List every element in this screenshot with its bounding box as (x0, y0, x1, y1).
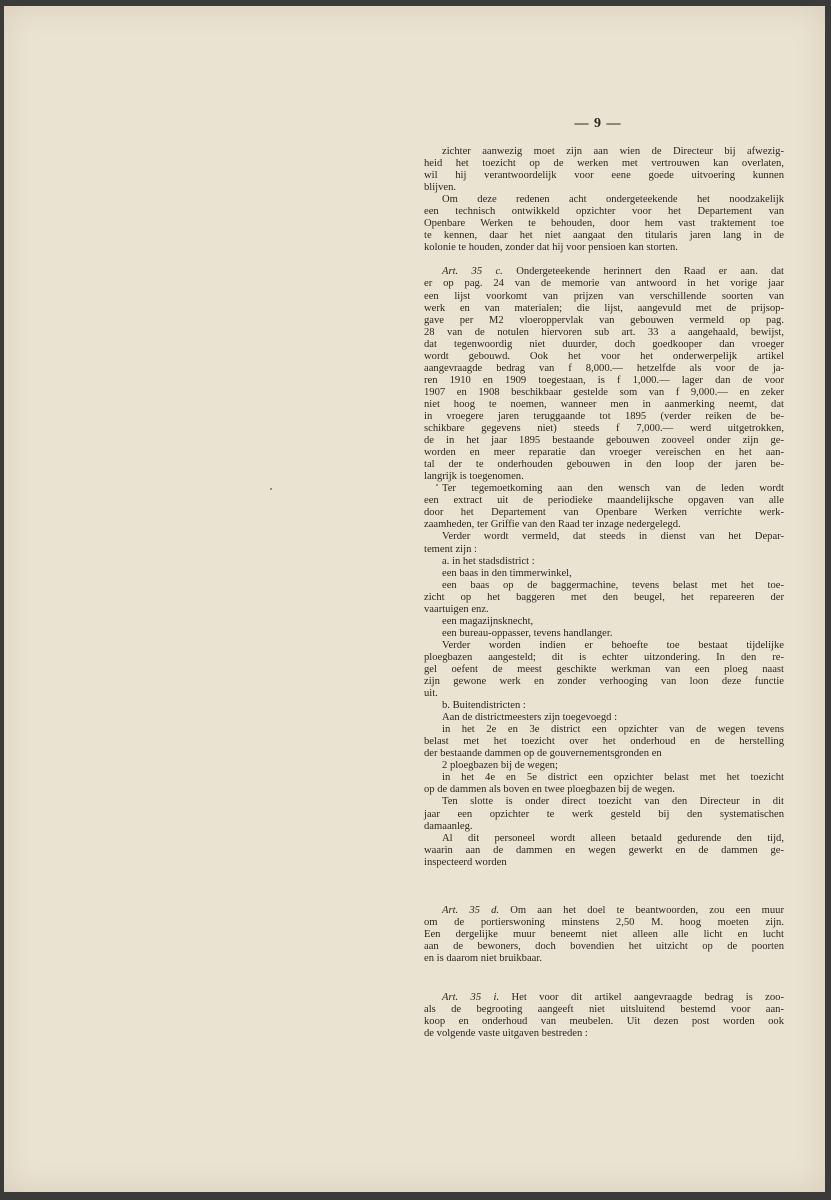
article-reference: Art. 35 c. (442, 266, 503, 278)
text-line: te kennen, daar het niet aangaat den titularis jaren lang in de (424, 230, 784, 242)
list-item (424, 568, 784, 580)
text-line: a. in het stadsdistrict : (442, 555, 535, 567)
text-line: de in het jaar 1895 bestaande gebouwen zooveel onder zijn ge- (424, 435, 784, 447)
text-line (424, 992, 784, 1004)
article-reference: Art. 35 d. (442, 904, 500, 916)
text-line: gave per M2 vloeroppervlak van gebouwen vermeld op pag. (424, 314, 784, 326)
text-line: een bureau-oppasser, tevens handlanger. (442, 627, 613, 639)
article-text: Om aan het doel te beantwoorden, zou een muur (510, 904, 784, 916)
article-paragraph (424, 266, 784, 483)
text-line: zaamheden, ter Griffie van den Raad ter inzage nedergelegd. (424, 519, 681, 531)
text-line: dat tegenwoordig niet duurder, doch goedkooper dan vroeger (424, 338, 784, 350)
text-line: tement zijn : (424, 543, 477, 555)
text-line: om de portierswoning minstens 2,50 M. hoog moeten zijn. (424, 916, 784, 928)
text-line: een technisch ontwikkeld opzichter voor het Departement van (424, 206, 784, 218)
paper-speck (270, 488, 272, 490)
text-line: er op pag. 24 van de memorie van antwoord in het vorige jaar (424, 278, 784, 290)
text-line: worden en meer reparatie dan vroeger vereischen en het aan- (424, 447, 784, 459)
text-line: Een dergelijke muur beneemt niet alleen alle licht en lucht (424, 928, 784, 940)
text-line: waarin aan de dammen en wegen gewerkt en de dammen ge- (424, 844, 784, 856)
text-line: niet hoog te noemen, wanneer men in aanmerking neemt, dat (424, 398, 784, 410)
article-text: Ondergeteekende herinnert den Raad er aan. dat (516, 266, 784, 278)
text-line: 28 van de notulen hiervoren sub art. 33 a aangehaald, bewijst, (424, 326, 784, 338)
text-line: ploegbazen aangesteld; dit is echter uitzondering. In den re- (424, 651, 784, 663)
list-item (424, 760, 784, 772)
text-line: Verder wordt vermeld, dat steeds in dienst van het Depar- (442, 531, 784, 543)
paragraph (424, 531, 784, 555)
text-line: Ten slotte is onder direct toezicht van den Directeur in dit (442, 796, 784, 808)
text-line: een baas in den timmerwinkel, (442, 567, 572, 579)
text-line: aan de bewoners, doch bovendien het uitzicht op de poorten (424, 940, 784, 952)
list-item (424, 616, 784, 628)
text-line: een extract uit de periodieke maandelijksche opgaven van alle (424, 495, 784, 507)
page-number: — 9 — (574, 116, 622, 131)
list-item (424, 700, 784, 712)
text-line: werk en van materialen; die lijst, aangevuld met de prijsop- (424, 302, 784, 314)
text-line: een baas op de baggermachine, tevens belast met het toe- (442, 579, 784, 591)
list-item (424, 580, 784, 616)
text-line: Verder worden indien er behoefte toe bestaat tijdelijke (442, 639, 784, 651)
paragraph (424, 194, 784, 254)
paragraph (424, 833, 784, 869)
text-line: aangevraagde bedrag van f 8,000.— hetzelfde als voor de ja- (424, 362, 784, 374)
text-line: op de dammen als boven en twee ploegbazen bij de wegen. (424, 784, 675, 796)
text-line (424, 266, 784, 278)
text-line: wordt gebouwd. Ook het voor het onderwerpelijk artikel (424, 350, 784, 362)
text-line: damaanleg. (424, 820, 473, 832)
paragraph (424, 146, 784, 194)
list-item (424, 724, 784, 760)
text-line: wil hij verantwoordelijk voor eene goede uitvoering kunnen (424, 170, 784, 182)
text-line: een lijst voorkomt van prijzen van verschillende soorten van (424, 290, 784, 302)
text-line: inspecteerd worden (424, 856, 507, 868)
text-line: belast met het toezicht over het onderhoud en de herstelling (424, 736, 784, 748)
paragraph (424, 640, 784, 700)
text-line: een magazijnsknecht, (442, 615, 534, 627)
text-line: de volgende vaste uitgaven bestreden : (424, 1028, 588, 1040)
text-line: Om deze redenen acht ondergeteekende het noodzakelijk (442, 194, 784, 206)
section-spacer (424, 869, 784, 905)
section-spacer (424, 254, 784, 266)
text-line: zicht op het baggeren met den beugel, het repareeren der (424, 591, 784, 603)
article-paragraph (424, 905, 784, 965)
text-line: in het 2e en 3e district een opzichter van de wegen tevens (442, 724, 784, 736)
text-line: Al dit personeel wordt alleen betaald gedurende den tijd, (442, 832, 784, 844)
text-line: blijven. (424, 182, 457, 194)
text-line: schikbare gegevens niet) steeds f 7,000.— werd uitgetrokken, (424, 423, 784, 435)
text-line: jaar een opzichter te werk gesteld bij den systematischen (424, 808, 784, 820)
text-line: langrijk is toegenomen. (424, 471, 524, 483)
text-line: heid het toezicht op de werken met vertrouwen kan overlaten, (424, 158, 784, 170)
paragraph (424, 483, 784, 531)
text-line (424, 905, 784, 917)
text-line: tal der te onderhouden gebouwen in den loop der jaren be- (424, 459, 784, 471)
text-line: als de begrooting aangeeft niet uitsluitend bestemd voor aan- (424, 1004, 784, 1016)
text-line: Aan de districtmeesters zijn toegevoegd : (442, 712, 618, 724)
paragraph (424, 796, 784, 832)
text-line: in vroegere jaren teruggaande tot 1895 (verder reiken de be- (424, 410, 784, 422)
text-line: ren 1910 en 1909 toegestaan, is f 1,000.— lager dan de voor (424, 374, 784, 386)
text-line: 2 ploegbazen bij de wegen; (442, 760, 558, 772)
list-item (424, 712, 784, 724)
text-line: en is daarom niet bruikbaar. (424, 952, 542, 964)
article-paragraph (424, 992, 784, 1040)
text-line: koop en onderhoud van meubelen. Uit dezen post worden ook (424, 1016, 784, 1028)
text-line: in het 4e en 5e district een opzichter belast met het toezicht (442, 772, 784, 784)
text-line: door het Departement van Openbare Werken verrichte werk- (424, 507, 784, 519)
text-line: 1907 en 1908 beschikbaar gestelde som van f 9,000.— en zeker (424, 386, 784, 398)
text-column (424, 146, 784, 1040)
text-line: zichter aanwezig moet zijn aan wien de Directeur bij afwezig- (442, 146, 784, 157)
text-line: vaartuigen enz. (424, 603, 489, 615)
text-line: kolonie te houden, zonder dat hij voor pensioen kan storten. (424, 242, 678, 254)
text-line: uit. (424, 688, 438, 700)
text-line: b. Buitendistricten : (442, 700, 526, 712)
text-line: Ter tegemoetkoming aan den wensch van de leden wordt (442, 483, 784, 495)
text-line: zijn gewone werk en zonder verhooging van loon deze functie (424, 676, 784, 688)
list-item (424, 556, 784, 568)
text-line: gel oefent de meest geschikte werkman van een ploeg naast (424, 663, 784, 675)
list-item (424, 628, 784, 640)
text-line: Openbare Werken te behouden, door hem vast traktement toe (424, 218, 784, 230)
article-text: Het voor dit artikel aangevraagde bedrag is zoo- (511, 992, 784, 1003)
article-reference: Art. 35 i. (442, 992, 500, 1003)
text-line: der bestaande dammen op de gouvernementsgronden en (424, 748, 662, 760)
list-item (424, 772, 784, 796)
section-spacer (424, 965, 784, 992)
